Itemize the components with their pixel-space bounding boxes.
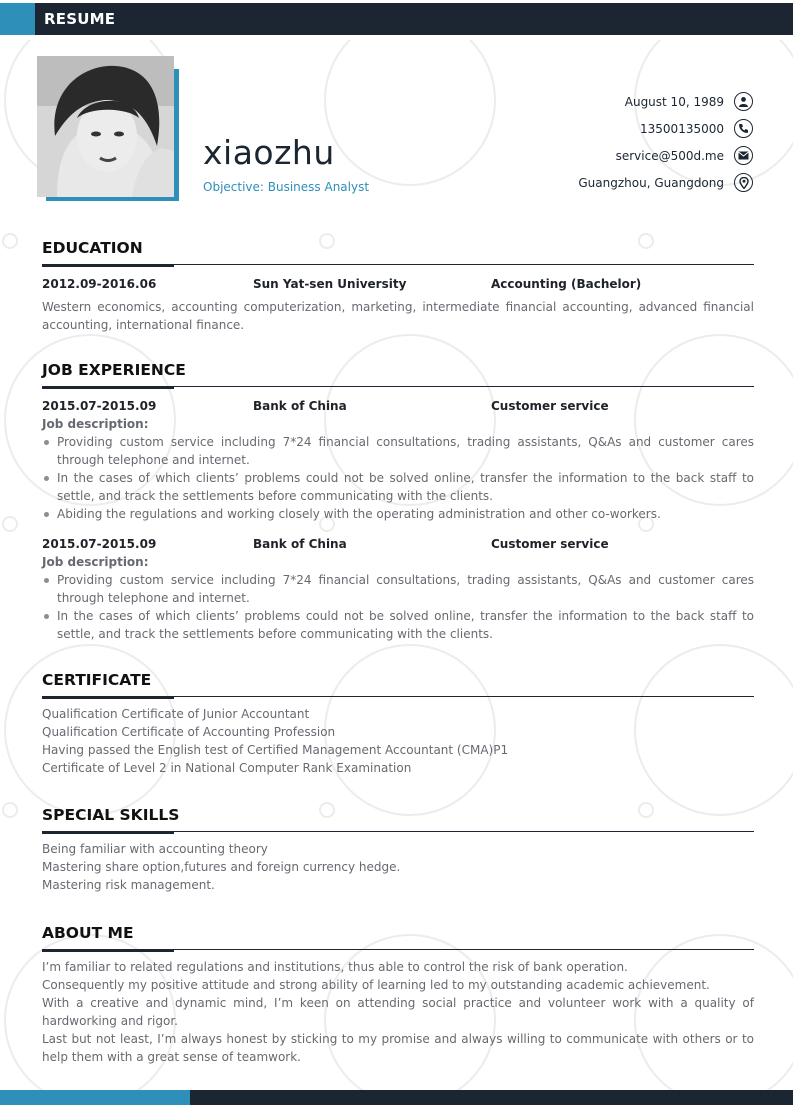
phone-icon bbox=[734, 119, 753, 138]
education-row bbox=[42, 275, 754, 293]
job-bullet: Abiding the regulations and working closely with the operating administration and other co-workers. bbox=[42, 505, 754, 523]
footer-accent bbox=[0, 1090, 190, 1105]
job-role: Customer service bbox=[491, 537, 609, 551]
contact-birthdate bbox=[453, 88, 753, 115]
job-entry-header bbox=[42, 397, 754, 415]
certificate-list bbox=[42, 705, 754, 777]
about-text bbox=[42, 958, 754, 1066]
section-divider bbox=[42, 831, 754, 833]
profile-photo bbox=[37, 56, 174, 197]
section-divider bbox=[42, 264, 754, 266]
job-entry bbox=[42, 535, 754, 643]
contact-email bbox=[453, 142, 753, 169]
certificate-heading: CERTIFICATE bbox=[42, 671, 152, 689]
mail-icon bbox=[734, 146, 753, 165]
job-period: 2015.07-2015.09 bbox=[42, 537, 157, 551]
contact-phone bbox=[453, 115, 753, 142]
certificate-item: Certificate of Level 2 in National Computer Rank Examination bbox=[42, 761, 412, 775]
birthdate-text: August 10, 1989 bbox=[624, 94, 724, 109]
location-text: Guangzhou, Guangdong bbox=[578, 175, 724, 190]
job-entry-header bbox=[42, 535, 754, 553]
phone-text: 13500135000 bbox=[640, 121, 724, 136]
job-entry bbox=[42, 397, 754, 523]
skills-section bbox=[42, 805, 754, 894]
job-bullet: In the cases of which clients’ problems could not be solved online, transfer the information to the back staff to settle, and track the settlements before communicating with the clients. bbox=[42, 469, 754, 505]
about-heading: ABOUT ME bbox=[42, 924, 134, 942]
section-divider bbox=[42, 696, 754, 698]
education-school: Sun Yat-sen University bbox=[253, 277, 407, 291]
job-bullet-list bbox=[42, 433, 754, 523]
skills-list bbox=[42, 840, 754, 894]
education-heading: EDUCATION bbox=[42, 239, 143, 257]
about-paragraph: Last but not least, I’m always honest by sticking to my promise and always willing to communicate with others or to help them with a great sense of teamwork. bbox=[42, 1032, 754, 1064]
job-bullet: Providing custom service including 7*24 financial consultations, trading assistants, Q&As and customer cares through telephone and internet. bbox=[42, 433, 754, 469]
job-experience-section bbox=[42, 360, 754, 643]
job-description-label: Job description: bbox=[42, 417, 149, 431]
about-paragraph: I’m familiar to related regulations and institutions, thus able to control the risk of bank operation. bbox=[42, 960, 628, 974]
skill-item: Being familiar with accounting theory bbox=[42, 842, 268, 856]
candidate-name: xiaozhu bbox=[203, 133, 335, 172]
job-company: Bank of China bbox=[253, 537, 347, 551]
job-company: Bank of China bbox=[253, 399, 347, 413]
education-period: 2012.09-2016.06 bbox=[42, 277, 157, 291]
skills-heading: SPECIAL SKILLS bbox=[42, 806, 180, 824]
job-description-label: Job description: bbox=[42, 555, 149, 569]
certificate-section bbox=[42, 670, 754, 777]
education-description: Western economics, accounting computerization, marketing, intermediate financial accounting, advanced financial accounting, international finance. bbox=[42, 300, 754, 332]
skill-item: Mastering risk management. bbox=[42, 878, 215, 892]
objective-text: Objective: Business Analyst bbox=[203, 180, 370, 194]
job-heading: JOB EXPERIENCE bbox=[42, 361, 186, 379]
contact-location bbox=[453, 169, 753, 196]
certificate-item: Qualification Certificate of Accounting Profession bbox=[42, 725, 336, 739]
job-bullet: Providing custom service including 7*24 financial consultations, trading assistants, Q&As and customer cares through telephone and internet. bbox=[42, 571, 754, 607]
about-paragraph: Consequently my positive attitude and strong ability of learning led to my outstanding academic achievement. bbox=[42, 978, 710, 992]
education-section bbox=[42, 238, 754, 334]
person-icon bbox=[734, 92, 753, 111]
contact-list bbox=[453, 88, 753, 196]
email-text: service@500d.me bbox=[615, 148, 724, 163]
skill-item: Mastering share option,futures and foreign currency hedge. bbox=[42, 860, 401, 874]
section-divider bbox=[42, 386, 754, 388]
certificate-item: Qualification Certificate of Junior Accountant bbox=[42, 707, 310, 721]
about-paragraph: With a creative and dynamic mind, I’m keen on attending social practice and volunteer work with a quality of hardworking and rigor. bbox=[42, 996, 754, 1028]
header-bar bbox=[0, 3, 793, 35]
job-bullet: In the cases of which clients’ problems could not be solved online, transfer the information to the back staff to settle, and track the settlements before communicating with the clients. bbox=[42, 607, 754, 643]
section-divider bbox=[42, 949, 754, 951]
job-role: Customer service bbox=[491, 399, 609, 413]
location-pin-icon bbox=[734, 173, 753, 192]
header-accent bbox=[0, 3, 35, 35]
header-label: RESUME bbox=[44, 10, 116, 28]
job-period: 2015.07-2015.09 bbox=[42, 399, 157, 413]
certificate-item: Having passed the English test of Certified Management Accountant (CMA)P1 bbox=[42, 743, 509, 757]
job-bullet-list bbox=[42, 571, 754, 643]
education-major: Accounting (Bachelor) bbox=[491, 277, 642, 291]
about-section bbox=[42, 923, 754, 1066]
